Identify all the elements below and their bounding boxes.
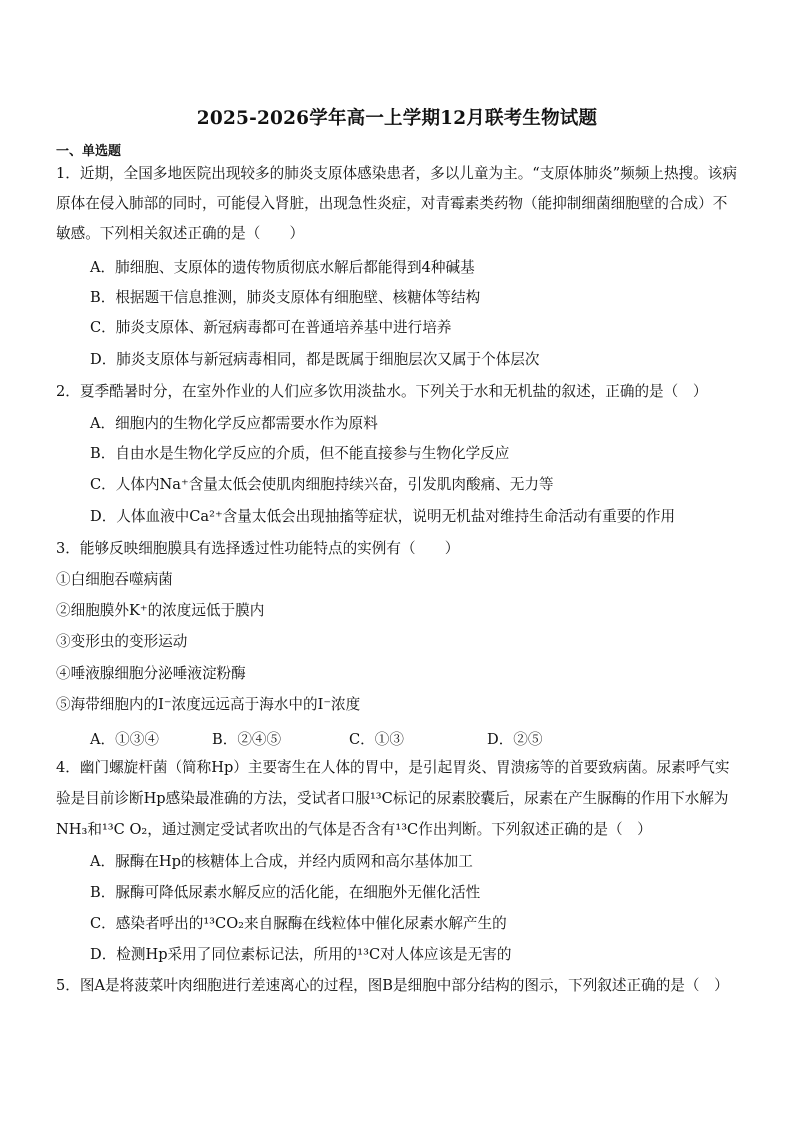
q3-option-b: B．②④⑤ bbox=[212, 731, 282, 748]
q4-option-c: C．感染者呼出的¹³CO₂来自脲酶在线粒体中催化尿素水解产生的 bbox=[90, 915, 507, 932]
q1-stem-line-3: 敏感。下列相关叙述正确的是（ ） bbox=[56, 225, 305, 242]
section-heading: 一、单选题 bbox=[56, 144, 122, 159]
q2-option-d: D．人体血液中Ca²⁺含量太低会出现抽搐等症状，说明无机盐对维持生命活动有重要的作用 bbox=[90, 508, 676, 525]
q3-item-3: ③变形虫的变形运动 bbox=[56, 633, 188, 650]
q1-option-c: C．肺炎支原体、新冠病毒都可在普通培养基中进行培养 bbox=[90, 319, 452, 336]
q3-option-a: A．①③④ bbox=[90, 731, 159, 748]
q3-item-1: ①白细胞吞噬病菌 bbox=[56, 571, 173, 588]
q4-stem-line-3: NH₃和¹³C O₂，通过测定受试者吹出的气体是否含有¹³C作出判断。下列叙述正确的是（ ） bbox=[56, 821, 652, 838]
q2-option-a: A．细胞内的生物化学反应都需要水作为原料 bbox=[90, 415, 378, 432]
q4-option-d: D．检测Hp采用了同位素标记法，所用的¹³C对人体应该是无害的 bbox=[90, 946, 512, 963]
q1-option-b: B．根据题干信息推测，肺炎支原体有细胞壁、核糖体等结构 bbox=[90, 289, 481, 306]
q4-option-b: B．脲酶可降低尿素水解反应的活化能，在细胞外无催化活性 bbox=[90, 884, 481, 901]
q3-item-2: ②细胞膜外K⁺的浓度远低于膜内 bbox=[56, 602, 265, 619]
q5-stem-line-1: 5．图A是将菠菜叶肉细胞进行差速离心的过程，图B是细胞中部分结构的图示，下列叙述正确的是（ ） bbox=[56, 977, 729, 994]
q4-stem-line-2: 验是目前诊断Hp感染最准确的方法，受试者口服¹³C标记的尿素胶囊后，尿素在产生脲酶的作用下水解为 bbox=[56, 790, 729, 807]
q3-options-row bbox=[90, 728, 730, 748]
q3-option-c: C．①③ bbox=[349, 731, 404, 748]
q4-stem-line-1: 4．幽门螺旋杆菌（简称Hp）主要寄生在人体的胃中，是引起胃炎、胃溃疡等的首要致病菌。尿素呼气实 bbox=[56, 759, 730, 776]
q1-stem-line-1: 1．近期，全国多地医院出现较多的肺炎支原体感染患者，多以儿童为主。“支原体肺炎”频频上热搜。该病 bbox=[56, 165, 737, 182]
q2-option-c: C．人体内Na⁺含量太低会使肌肉细胞持续兴奋，引发肌肉酸痛、无力等 bbox=[90, 476, 554, 493]
q1-option-d: D．肺炎支原体与新冠病毒相同，都是既属于细胞层次又属于个体层次 bbox=[90, 351, 540, 368]
q2-option-b: B．自由水是生物化学反应的介质，但不能直接参与生物化学反应 bbox=[90, 445, 510, 462]
q3-stem-line-1: 3．能够反映细胞膜具有选择透过性功能特点的实例有（ ） bbox=[56, 540, 460, 557]
q3-option-d: D．②⑤ bbox=[487, 731, 543, 748]
q3-item-5: ⑤海带细胞内的I⁻浓度远远高于海水中的I⁻浓度 bbox=[56, 696, 361, 713]
page-title: 2025-2026学年高一上学期12月联考生物试题 bbox=[196, 108, 598, 129]
q1-stem-line-2: 原体在侵入肺部的同时，可能侵入肾脏，出现急性炎症，对青霉素类药物（能抑制细菌细胞壁的合成）不 bbox=[56, 195, 728, 212]
q3-item-4: ④唾液腺细胞分泌唾液淀粉酶 bbox=[56, 665, 246, 682]
q1-option-a: A．肺细胞、支原体的遗传物质彻底水解后都能得到4种碱基 bbox=[90, 259, 475, 276]
q2-stem-line-1: 2．夏季酷暑时分，在室外作业的人们应多饮用淡盐水。下列关于水和无机盐的叙述，正确的是（ ） bbox=[56, 383, 708, 400]
q4-option-a: A．脲酶在Hp的核糖体上合成，并经内质网和高尔基体加工 bbox=[90, 853, 473, 870]
